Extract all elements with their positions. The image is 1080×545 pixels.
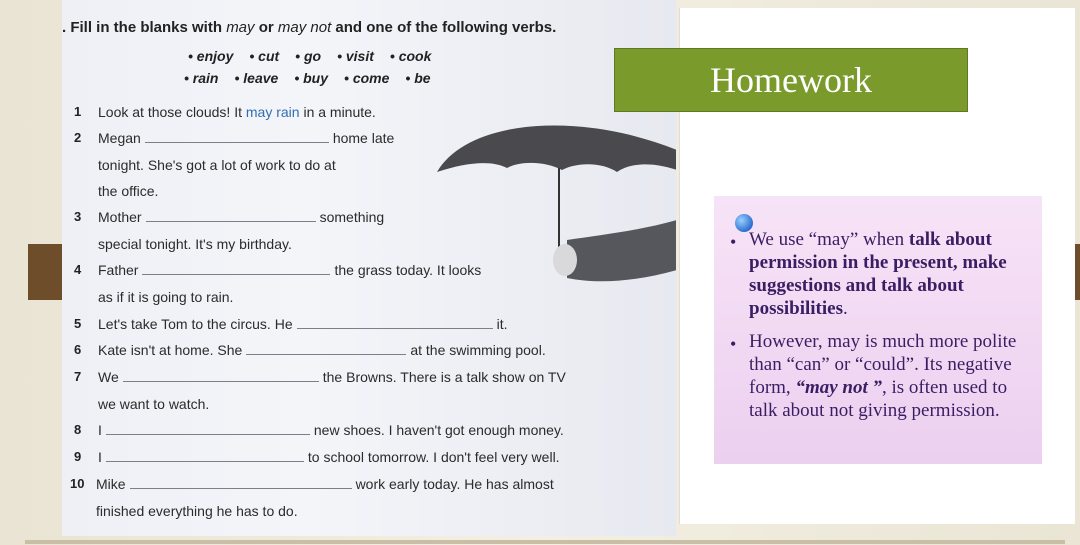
item-text: Look at those clouds! It bbox=[98, 104, 246, 120]
item-number: 10 bbox=[70, 476, 85, 491]
answer-blank[interactable] bbox=[246, 342, 406, 355]
heading-suffix: and one of the following verbs. bbox=[331, 19, 557, 36]
verb-item: • go bbox=[295, 48, 321, 64]
grammar-note bbox=[714, 196, 1042, 464]
bullet-1: • bbox=[730, 232, 737, 252]
item-continuation: we want to watch. bbox=[98, 396, 210, 412]
exercise-item-4 bbox=[98, 262, 481, 278]
verb-item: • be bbox=[405, 70, 430, 86]
exercise-item-9 bbox=[98, 449, 560, 465]
verb-item: • visit bbox=[337, 48, 374, 64]
note-text: . bbox=[842, 298, 848, 319]
item-text: new shoes. I haven't got enough money. bbox=[313, 422, 564, 438]
verb-item: • cook bbox=[390, 48, 431, 64]
verb-item: • enjoy bbox=[188, 48, 233, 64]
exercise-item-5 bbox=[98, 316, 508, 332]
item-number: 1 bbox=[74, 104, 82, 119]
verb-item: • come bbox=[344, 70, 389, 86]
item-continuation: special tonight. It's my birthday. bbox=[98, 236, 292, 252]
exercise-item-2 bbox=[98, 130, 394, 146]
note-text: We use “may” when bbox=[749, 229, 909, 250]
item-text: I bbox=[98, 422, 102, 438]
note-paragraph-2 bbox=[749, 330, 1039, 422]
item-text: Father bbox=[98, 262, 139, 278]
verb-list-row-2 bbox=[184, 70, 447, 86]
heading-may: may bbox=[226, 19, 255, 36]
heading-text: . Fill in the blanks with bbox=[62, 19, 227, 36]
divider bbox=[25, 540, 1065, 544]
answer-blank[interactable] bbox=[146, 209, 316, 222]
item-text: in a minute. bbox=[299, 104, 376, 120]
item-text: at the swimming pool. bbox=[410, 342, 546, 358]
item-text: Mother bbox=[98, 209, 142, 225]
homework-title-box bbox=[614, 48, 968, 112]
item-number: 9 bbox=[74, 449, 82, 464]
item-text: the Browns. There is a talk show on TV bbox=[322, 369, 566, 385]
item-number: 2 bbox=[74, 130, 82, 145]
heading-or: or bbox=[254, 19, 278, 36]
item-number: 8 bbox=[74, 422, 82, 437]
exercise-item-1 bbox=[98, 104, 376, 120]
item-number: 5 bbox=[74, 316, 82, 331]
answer-blank[interactable] bbox=[142, 262, 330, 275]
example-answer: may rain bbox=[245, 104, 300, 120]
verb-item: • leave bbox=[234, 70, 278, 86]
answer-blank[interactable] bbox=[145, 130, 329, 143]
answer-blank[interactable] bbox=[123, 369, 319, 382]
note-text: , is often used to talk about not giving permission. bbox=[749, 377, 1008, 421]
note-bold-text: talk about permission in the present, make suggestions and talk about possibilities bbox=[749, 229, 1007, 319]
exercise-item-8 bbox=[98, 422, 564, 438]
item-text: something bbox=[319, 209, 385, 225]
item-number: 4 bbox=[74, 262, 82, 277]
verb-item: • cut bbox=[249, 48, 279, 64]
exercise-item-10 bbox=[96, 476, 554, 492]
note-paragraph-1 bbox=[749, 228, 1039, 320]
exercise-item-3 bbox=[98, 209, 384, 225]
textbook-photo bbox=[62, 0, 676, 536]
item-text: work early today. He has almost bbox=[355, 476, 554, 492]
verb-item: • rain bbox=[184, 70, 218, 86]
bullet-2: • bbox=[730, 334, 737, 354]
exercise-heading bbox=[62, 19, 556, 36]
item-text: I bbox=[98, 449, 102, 465]
item-number: 6 bbox=[74, 342, 82, 357]
item-text: to school tomorrow. I don't feel very well. bbox=[307, 449, 560, 465]
heading-may-not: may not bbox=[277, 19, 332, 36]
verb-list-row-1 bbox=[188, 48, 447, 64]
exercise-item-7 bbox=[98, 369, 566, 385]
item-text: Mike bbox=[96, 476, 126, 492]
item-text: Let's take Tom to the circus. He bbox=[98, 316, 293, 332]
item-text: home late bbox=[332, 130, 395, 146]
item-continuation: tonight. She's got a lot of work to do at bbox=[98, 157, 336, 173]
note-text: However, may is much more polite than “can” or “could”. Its negative form, bbox=[749, 331, 1017, 398]
exercise-item-6 bbox=[98, 342, 546, 358]
item-text: it. bbox=[496, 316, 508, 332]
item-text: Kate isn't at home. She bbox=[98, 342, 243, 358]
slide-title: Homework bbox=[710, 60, 872, 100]
item-continuation: as if it is going to rain. bbox=[98, 289, 234, 305]
note-bold-italic-text: “may not ” bbox=[795, 377, 882, 398]
bubble-icon bbox=[735, 214, 753, 232]
answer-blank[interactable] bbox=[130, 476, 352, 489]
verb-item: • buy bbox=[294, 70, 328, 86]
item-continuation: the office. bbox=[98, 183, 159, 199]
item-text: We bbox=[98, 369, 119, 385]
answer-blank[interactable] bbox=[106, 422, 310, 435]
item-number: 7 bbox=[74, 369, 82, 384]
answer-blank[interactable] bbox=[106, 449, 304, 462]
item-text: the grass today. It looks bbox=[334, 262, 482, 278]
answer-blank[interactable] bbox=[297, 316, 493, 329]
item-text: Megan bbox=[98, 130, 141, 146]
item-continuation: finished everything he has to do. bbox=[96, 503, 298, 519]
item-number: 3 bbox=[74, 209, 82, 224]
